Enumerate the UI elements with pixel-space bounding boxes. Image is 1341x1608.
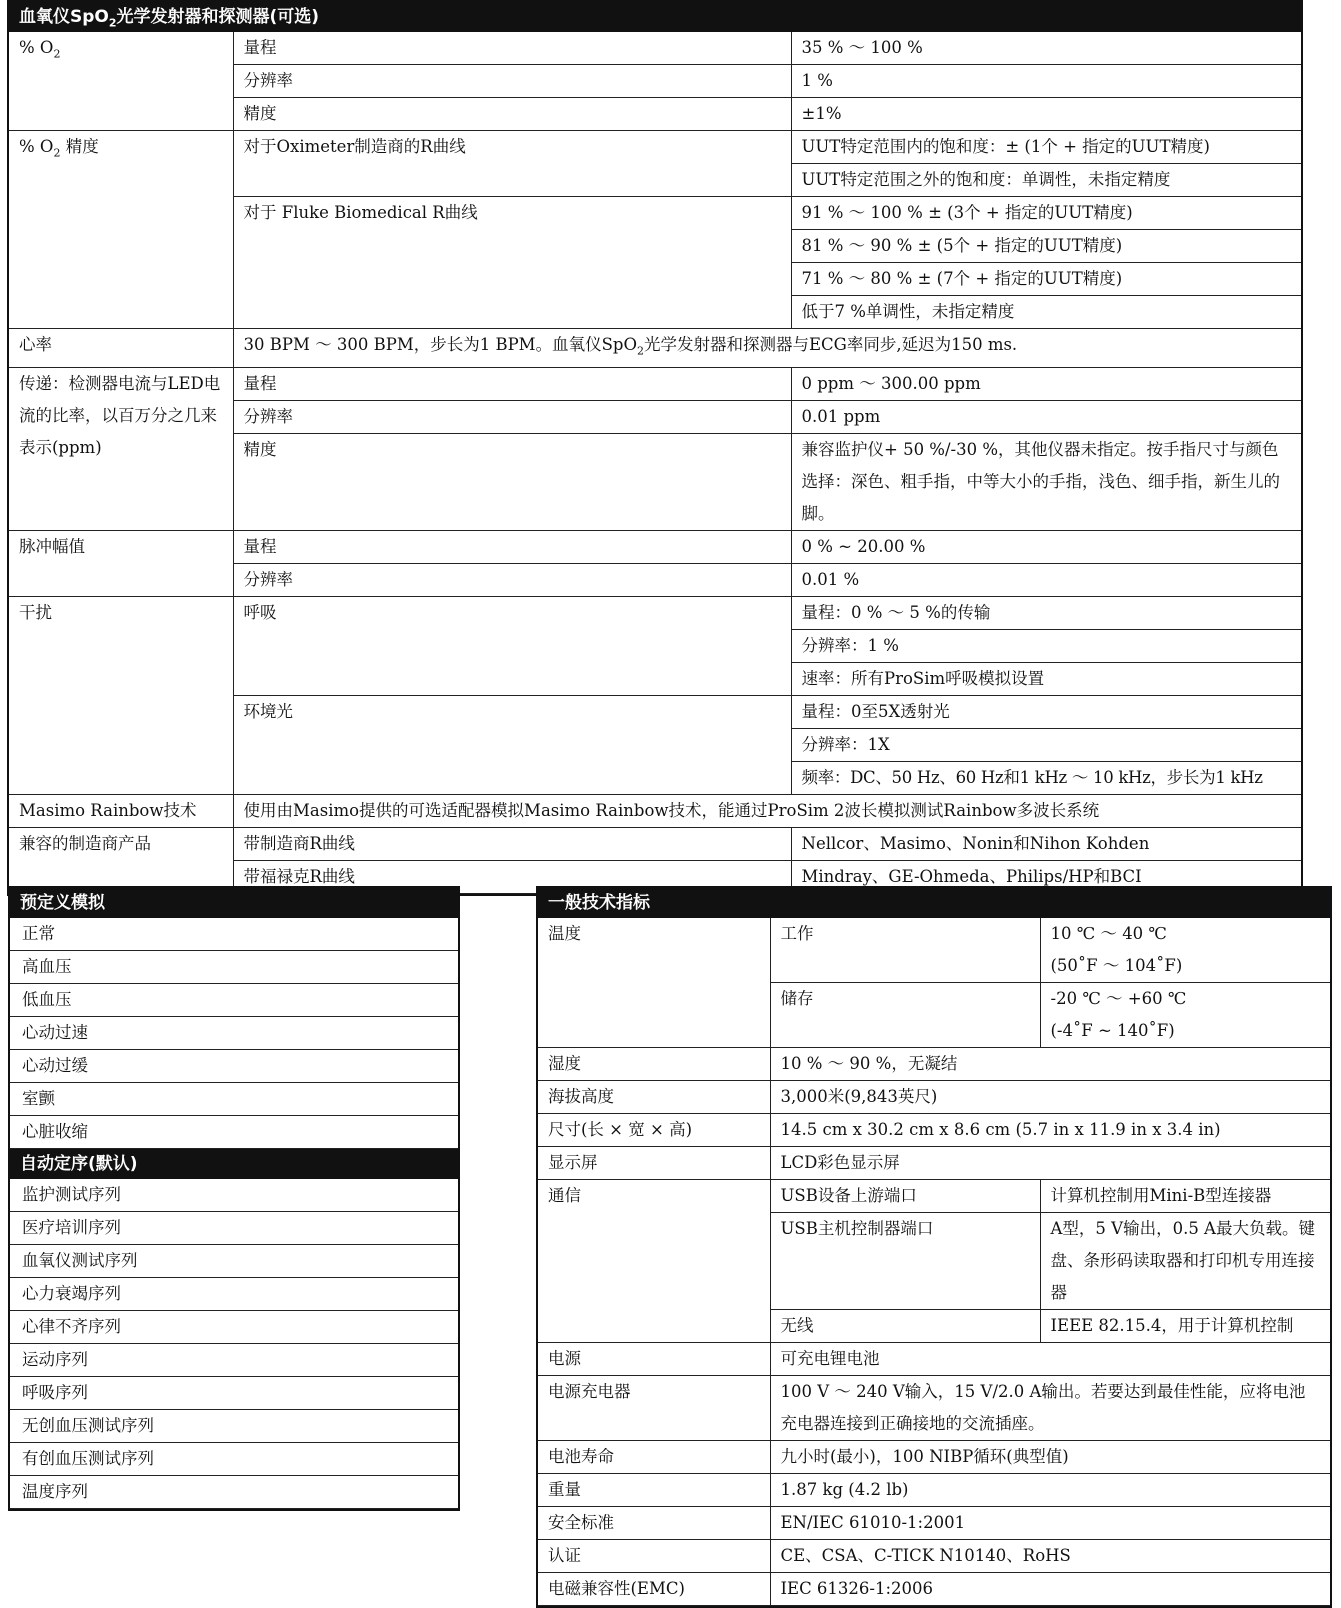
list-item [10, 984, 458, 1017]
fluke-r-curve-value: Mindray、GE-Ohmeda、Philips/HP和BCI [791, 861, 1301, 894]
table-row [538, 1081, 1330, 1114]
storage-label: 储存 [770, 983, 1040, 1048]
auto-sequence-item: 运动序列 [10, 1344, 458, 1377]
predefined-list [10, 918, 458, 1149]
o2acc-label-text: 精度 [60, 137, 99, 156]
o2-resolution-value: 1 % [791, 65, 1301, 98]
predefined-item: 高血压 [10, 951, 458, 984]
list-item [10, 1017, 458, 1050]
heart-rate-label: 心率 [9, 329, 233, 368]
humidity-value: 10 % ～ 90 %，无凝结 [770, 1048, 1330, 1081]
pulse-resolution-label: 分辨率 [233, 564, 791, 597]
fluke-curve-value: 低于7 %单调性，未指定精度 [791, 296, 1301, 329]
pulse-range-value: 0 % ~ 20.00 % [791, 531, 1301, 564]
o2-resolution-label: 分辨率 [233, 65, 791, 98]
list-item [10, 1050, 458, 1083]
heart-rate-value-text: 光学发射器和探测器与ECG率同步,延迟为150 ms. [643, 335, 1018, 354]
operating-label: 工作 [770, 918, 1040, 983]
wireless-value: IEEE 82.15.4，用于计算机控制 [1040, 1310, 1330, 1343]
table-row [538, 1180, 1330, 1213]
usb-host-label: USB主机控制器端口 [770, 1213, 1040, 1310]
communication-label: 通信 [538, 1180, 770, 1343]
altitude-label: 海拔高度 [538, 1081, 770, 1114]
o2acc-label-sub: 2 [53, 146, 61, 160]
predefined-item: 室颤 [10, 1083, 458, 1116]
table-row [538, 1441, 1330, 1474]
pulse-range-label: 量程 [233, 531, 791, 564]
usb-device-value: 计算机控制用Mini-B型连接器 [1040, 1180, 1330, 1213]
table-row [538, 1147, 1330, 1180]
auto-sequence-item: 监护测试序列 [10, 1179, 458, 1212]
fluke-curve-value: 91 % ～ 100 % ± (3个 + 指定的UUT精度) [791, 197, 1301, 230]
transmission-resolution-label: 分辨率 [233, 401, 791, 434]
table-row [538, 1540, 1330, 1573]
usb-device-label: USB设备上游端口 [770, 1180, 1040, 1213]
fluke-r-curve-label: 带福禄克R曲线 [233, 861, 791, 894]
battery-life-value: 九小时(最小)，100 NIBP循环(典型值) [770, 1441, 1330, 1474]
compatible-products-label: 兼容的制造商产品 [9, 828, 233, 894]
respiration-value: 量程：0 % ～ 5 %的传输 [791, 597, 1301, 630]
table-row [538, 1507, 1330, 1540]
power-label: 电源 [538, 1343, 770, 1376]
certification-value: CE、CSA、C-TICK N10140、RoHS [770, 1540, 1330, 1573]
list-item [10, 1245, 458, 1278]
masimo-label: Masimo Rainbow技术 [9, 795, 233, 828]
spo2-table [9, 32, 1301, 894]
size-label: 尺寸(长 × 宽 × 高) [538, 1114, 770, 1147]
transmission-label: 传递：检测器电流与LED电流的比率，以百万分之几来表示(ppm) [9, 368, 233, 531]
general-table [538, 918, 1330, 1606]
o2-label-text: % O [19, 38, 54, 57]
oximeter-curve-label: 对于Oximeter制造商的R曲线 [233, 131, 791, 197]
o2-label-sub: 2 [53, 47, 61, 61]
list-item [10, 1311, 458, 1344]
auto-sequence-item: 无创血压测试序列 [10, 1410, 458, 1443]
respiration-value: 分辨率：1 % [791, 630, 1301, 663]
respiration-value: 速率：所有ProSim呼吸模拟设置 [791, 663, 1301, 696]
mfr-curve-label: 带制造商R曲线 [233, 828, 791, 861]
auto-sequence-item: 血氧仪测试序列 [10, 1245, 458, 1278]
o2-range-label: 量程 [233, 32, 791, 65]
pulse-resolution-value: 0.01 % [791, 564, 1301, 597]
list-item [10, 1116, 458, 1149]
list-item [10, 1179, 458, 1212]
fluke-curve-value: 71 % ～ 80 % ± (7个 + 指定的UUT精度) [791, 263, 1301, 296]
spo2-title-sub: 2 [108, 16, 117, 30]
table-row [9, 828, 1301, 861]
auto-sequence-item: 温度序列 [10, 1476, 458, 1509]
storage-value: -20 ℃ ～ +60 ℃ [1040, 983, 1330, 1016]
interference-label: 干扰 [9, 597, 233, 795]
table-row [538, 1376, 1330, 1441]
mfr-curve-value: Nellcor、Masimo、Nonin和Nihon Kohden [791, 828, 1301, 861]
general-header: 一般技术指标 [538, 888, 1330, 918]
ambient-light-label: 环境光 [233, 696, 791, 795]
table-row [538, 1114, 1330, 1147]
auto-sequence-header: 自动定序(默认) [10, 1149, 458, 1179]
respiration-label: 呼吸 [233, 597, 791, 696]
o2acc-label-text: % O [19, 137, 54, 156]
ambient-light-value: 分辨率：1X [791, 729, 1301, 762]
auto-sequence-item: 心力衰竭序列 [10, 1278, 458, 1311]
o2-accuracy-label: 精度 [233, 98, 791, 131]
heart-rate-value [233, 329, 1301, 368]
fluke-curve-label: 对于 Fluke Biomedical R曲线 [233, 197, 791, 329]
general-specs-table [536, 886, 1332, 1608]
safety-value: EN/IEC 61010-1:2001 [770, 1507, 1330, 1540]
transmission-accuracy-label: 精度 [233, 434, 791, 531]
weight-value: 1.87 kg (4.2 lb) [770, 1474, 1330, 1507]
auto-sequence-item: 心律不齐序列 [10, 1311, 458, 1344]
oximeter-curve-value: UUT特定范围之外的饱和度：单调性，未指定精度 [791, 164, 1301, 197]
display-label: 显示屏 [538, 1147, 770, 1180]
list-item [10, 1083, 458, 1116]
auto-sequence-item: 有创血压测试序列 [10, 1443, 458, 1476]
pulse-amplitude-label: 脉冲幅值 [9, 531, 233, 597]
spo2-section-header [9, 2, 1301, 32]
table-row [9, 795, 1301, 828]
altitude-value: 3,000米(9,843英尺) [770, 1081, 1330, 1114]
table-row [9, 131, 1301, 164]
battery-life-label: 电池寿命 [538, 1441, 770, 1474]
heart-rate-value-sub: 2 [636, 344, 644, 358]
temperature-label: 温度 [538, 918, 770, 1048]
charger-label: 电源充电器 [538, 1376, 770, 1441]
display-value: LCD彩色显示屏 [770, 1147, 1330, 1180]
power-value: 可充电锂电池 [770, 1343, 1330, 1376]
list-item [10, 1344, 458, 1377]
usb-host-value: A型，5 V输出，0.5 A最大负载。键盘、条形码读取器和打印机专用连接器 [1040, 1213, 1330, 1310]
predefined-item: 低血压 [10, 984, 458, 1017]
operating-value: 10 ℃ ～ 40 ℃ [1040, 918, 1330, 950]
predefined-item: 正常 [10, 918, 458, 951]
oximeter-curve-value: UUT特定范围内的饱和度：± (1个 + 指定的UUT精度) [791, 131, 1301, 164]
weight-label: 重量 [538, 1474, 770, 1507]
transmission-range-value: 0 ppm ～ 300.00 ppm [791, 368, 1301, 401]
safety-label: 安全标准 [538, 1507, 770, 1540]
table-row [9, 368, 1301, 401]
list-item [10, 1377, 458, 1410]
list-item [10, 1212, 458, 1245]
list-item [10, 918, 458, 951]
emc-value: IEC 61326-1:2006 [770, 1573, 1330, 1606]
wireless-label: 无线 [770, 1310, 1040, 1343]
table-row [538, 918, 1330, 950]
spo2-title-part: 血氧仪SpO [19, 7, 109, 27]
ambient-light-value: 频率：DC、50 Hz、60 Hz和1 kHz ～ 10 kHz，步长为1 kHz [791, 762, 1301, 795]
predefined-header: 预定义模拟 [10, 888, 458, 918]
ambient-light-value: 量程：0至5X透射光 [791, 696, 1301, 729]
table-row [9, 597, 1301, 630]
list-item [10, 1476, 458, 1509]
predefined-simulations-table [8, 886, 460, 1511]
storage-value: (-4˚F ~ 140˚F) [1040, 1015, 1330, 1048]
transmission-accuracy-value: 兼容监护仪+ 50 %/-30 %，其他仪器未指定。按手指尺寸与颜色选择：深色、粗手指，中等大小的手指，浅色、细手指，新生儿的脚。 [791, 434, 1301, 531]
o2-accuracy-value: ±1% [791, 98, 1301, 131]
heart-rate-value-text: 30 BPM ～ 300 BPM，步长为1 BPM。血氧仪SpO [243, 335, 637, 354]
predefined-item: 心脏收缩 [10, 1116, 458, 1149]
list-item [10, 951, 458, 984]
list-item [10, 1410, 458, 1443]
transmission-range-label: 量程 [233, 368, 791, 401]
list-item [10, 1443, 458, 1476]
auto-sequence-list [10, 1179, 458, 1509]
spo2-spec-table [7, 0, 1303, 896]
table-row [538, 1048, 1330, 1081]
spo2-title-part: 光学发射器和探测器(可选) [116, 7, 320, 27]
o2acc-label [9, 131, 233, 329]
list-item [10, 1278, 458, 1311]
o2-label [9, 32, 233, 131]
o2-range-value: 35 % ～ 100 % [791, 32, 1301, 65]
transmission-resolution-value: 0.01 ppm [791, 401, 1301, 434]
charger-value: 100 V ～ 240 V输入，15 V/2.0 A输出。若要达到最佳性能，应将电池充电器连接到正确接地的交流插座。 [770, 1376, 1330, 1441]
table-row [9, 329, 1301, 368]
fluke-curve-value: 81 % ～ 90 % ± (5个 + 指定的UUT精度) [791, 230, 1301, 263]
auto-sequence-item: 医疗培训序列 [10, 1212, 458, 1245]
auto-sequence-item: 呼吸序列 [10, 1377, 458, 1410]
humidity-label: 湿度 [538, 1048, 770, 1081]
table-row [538, 1343, 1330, 1376]
certification-label: 认证 [538, 1540, 770, 1573]
predefined-item: 心动过速 [10, 1017, 458, 1050]
table-row [9, 531, 1301, 564]
operating-value: (50˚F ～ 104˚F) [1040, 950, 1330, 983]
table-row [9, 32, 1301, 65]
emc-label: 电磁兼容性(EMC) [538, 1573, 770, 1606]
predefined-item: 心动过缓 [10, 1050, 458, 1083]
masimo-value: 使用由Masimo提供的可选适配器模拟Masimo Rainbow技术，能通过ProSim 2波长模拟测试Rainbow多波长系统 [233, 795, 1301, 828]
size-value: 14.5 cm x 30.2 cm x 8.6 cm (5.7 in x 11.9 in x 3.4 in) [770, 1114, 1330, 1147]
table-row [538, 1474, 1330, 1507]
